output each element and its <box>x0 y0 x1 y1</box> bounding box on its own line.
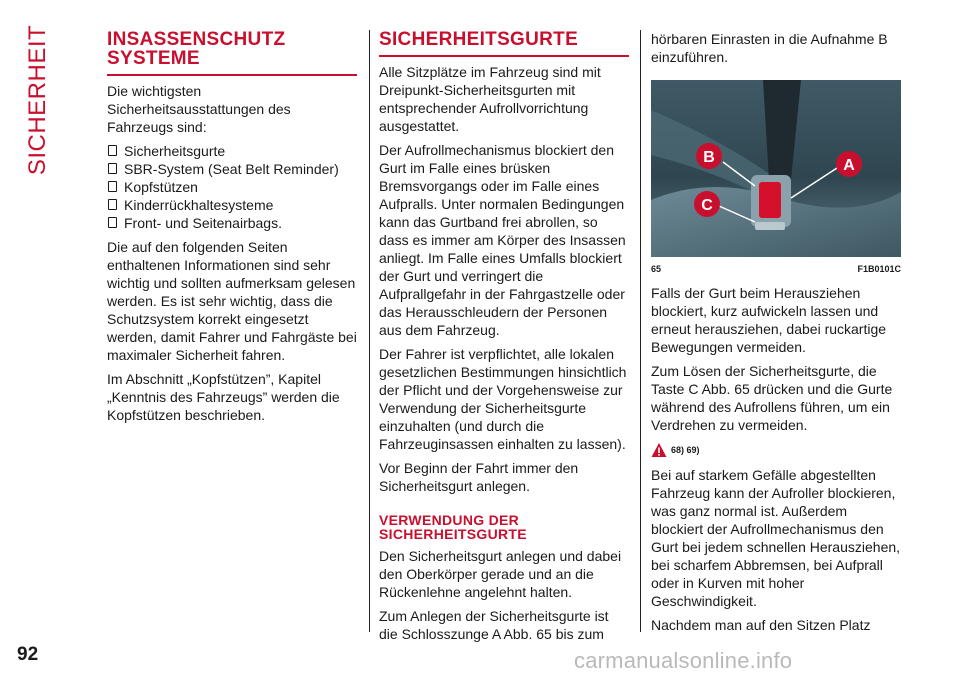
list-item: Front- und Seitenairbags. <box>107 214 357 232</box>
callout-label-b: B <box>703 149 715 166</box>
body-paragraph: Der Fahrer ist verpflichtet, alle lokalen gesetzlichen Bestimmungen hinsichtlich der Pflicht und der Vorgehensweise zur Verwendung der Sicherheitsgurte einzuhalten (und durch die Fahrzeuginsassen einhalten zu lassen). <box>379 346 627 452</box>
subsection-heading-verwendung: VERWENDUNG DER SICHERHEITSGURTE <box>379 512 527 542</box>
body-paragraph: Nachdem man auf den Sitzen Platz <box>651 617 871 633</box>
callout-label-a: A <box>843 157 855 174</box>
column-sicherheitsgurte <box>379 30 629 649</box>
intro-paragraph: Die wichtigsten Sicherheitsausstattungen des Fahrzeugs sind: <box>107 83 291 135</box>
checkbox-bullet-icon <box>108 181 117 192</box>
list-item: SBR-System (Seat Belt Reminder) <box>107 160 357 178</box>
checkbox-bullet-icon <box>108 145 117 156</box>
body-paragraph: Alle Sitzplätze im Fahrzeug sind mit Dreipunkt-Sicherheitsgurten mit entsprechender Aufrollvorrichtung ausgestattet. <box>379 64 601 134</box>
chapter-side-label <box>18 24 58 176</box>
list-item: Kinderrückhaltesysteme <box>107 196 357 214</box>
column-insassenschutz <box>107 30 357 430</box>
body-paragraph: Vor Beginn der Fahrt immer den Sicherheitsgurt anlegen. <box>379 460 579 494</box>
body-paragraph: hörbaren Einrasten in die Aufnahme B einzuführen. <box>651 31 888 65</box>
body-paragraph: Den Sicherheitsgurt anlegen und dabei den Oberkörper gerade und an die Rückenlehne angelehnt halten. <box>379 548 622 600</box>
figure-number: 65 <box>651 264 662 274</box>
release-button-red <box>759 182 781 218</box>
page-number: 92 <box>17 644 39 665</box>
safety-equipment-list <box>107 142 357 232</box>
warning-note-numbers: 68) 69) <box>671 445 700 455</box>
checkbox-bullet-icon <box>108 199 117 210</box>
section-heading-sicherheitsgurte: SICHERHEITSGURTE <box>379 30 629 57</box>
body-paragraph: Zum Anlegen der Sicherheitsgurte ist die Schlosszunge A Abb. 65 bis zum <box>379 608 609 642</box>
column-continued <box>651 30 901 640</box>
watermark-text: carmanualsonline.info <box>574 648 793 673</box>
callout-label-c: C <box>701 197 713 214</box>
warning-triangle-icon <box>651 442 667 458</box>
figure-caption <box>651 264 901 274</box>
list-item: Sicherheitsgurte <box>107 142 357 160</box>
warning-reference <box>651 442 901 458</box>
seatbelt-buckle-figure <box>651 80 901 257</box>
body-paragraph: Zum Lösen der Sicherheitsgurte, die Taste C Abb. 65 drücken und die Gurte während des Aufrollens führen, um ein Verdrehen zu vermeiden. <box>651 363 893 433</box>
column-divider <box>640 30 641 632</box>
body-paragraph: Der Aufrollmechanismus blockiert den Gurt im Falle eines brüsken Bremsvorgangs oder im Falle eines Aufpralls. Unter normalen Bedingungen kann das Gurtband frei abrollen, so dass es immer am Körper des Insassen anliegt. Im Falle eines Umfalls blockiert der Gurt und verringert die Aufprallgefahr in der Fahrgastzelle oder das Herausschleudern der Personen aus dem Fahrzeug. <box>379 142 626 338</box>
body-paragraph: Falls der Gurt beim Herausziehen blockiert, kurz aufwickeln lassen und erneut herausziehen, dabei ruckartige Bewegungen vermeiden. <box>651 285 887 355</box>
checkbox-bullet-icon <box>108 217 117 228</box>
body-paragraph: Bei auf starkem Gefälle abgestellten Fahrzeug kann der Aufroller blockieren, was ganz normal ist. Außerdem blockiert der Aufrollmechanismus den Gurt bei jedem schnellen Herausziehen, bei scharfem Abbremsen, bei Aufprall oder in Kurven mit hoher Geschwindigkeit. <box>651 467 901 609</box>
chapter-title: SICHERHEIT <box>24 24 51 176</box>
column-divider <box>369 30 370 632</box>
list-item: Kopfstützen <box>107 178 357 196</box>
buckle-button-c-shape <box>755 222 785 230</box>
checkbox-bullet-icon <box>108 163 117 174</box>
body-paragraph: Im Abschnitt „Kopfstützen”, Kapitel „Kenntnis des Fahrzeugs” werden die Kopfstützen beschrieben. <box>107 371 340 423</box>
body-paragraph: Die auf den folgenden Seiten enthaltenen Informationen sind sehr wichtig und sollten aufmerksam gelesen werden. Es ist sehr wichtig, dass die Schutzsystem korrekt eingesetzt werden, damit Fahrer und Fahrgäste bei maximaler Sicherheit fahren. <box>107 239 357 363</box>
figure-code: F1B0101C <box>857 264 901 274</box>
section-heading-insassenschutz: INSASSENSCHUTZ SYSTEME <box>107 30 357 76</box>
